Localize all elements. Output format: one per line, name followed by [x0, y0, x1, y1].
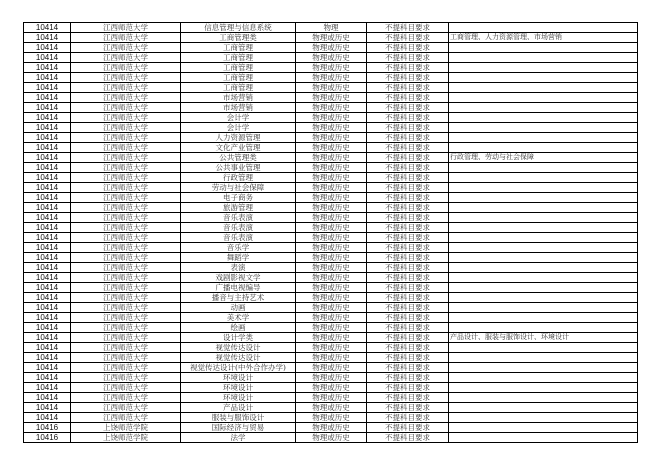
- included-majors-cell: [449, 63, 638, 73]
- included-majors-cell: [449, 313, 638, 323]
- table-row: [24, 243, 638, 253]
- school-code-cell: 10414: [24, 183, 71, 193]
- primary-subject-cell: 物理或历史: [296, 383, 367, 393]
- school-code-cell: 10414: [24, 193, 71, 203]
- primary-subject-cell: 物理或历史: [296, 43, 367, 53]
- elective-requirement-cell: 不提科目要求: [367, 373, 449, 383]
- school-code-cell: 10414: [24, 263, 71, 273]
- elective-requirement-cell: 不提科目要求: [367, 413, 449, 423]
- table-row: [24, 313, 638, 323]
- table-row: [24, 33, 638, 43]
- school-code-cell: 10414: [24, 33, 71, 43]
- subject-requirements-table: [23, 22, 638, 443]
- table-row: [24, 73, 638, 83]
- included-majors-cell: [449, 133, 638, 143]
- elective-requirement-cell: 不提科目要求: [367, 43, 449, 53]
- school-code-cell: 10414: [24, 363, 71, 373]
- major-name-cell: 法学: [181, 433, 296, 443]
- major-name-cell: 市场营销: [181, 103, 296, 113]
- school-name-cell: 江西师范大学: [71, 303, 181, 313]
- school-name-cell: 江西师范大学: [71, 33, 181, 43]
- included-majors-cell: [449, 413, 638, 423]
- school-name-cell: 江西师范大学: [71, 373, 181, 383]
- school-name-cell: 江西师范大学: [71, 163, 181, 173]
- elective-requirement-cell: 不提科目要求: [367, 273, 449, 283]
- major-name-cell: 视觉传达设计: [181, 343, 296, 353]
- school-name-cell: 江西师范大学: [71, 193, 181, 203]
- primary-subject-cell: 物理或历史: [296, 193, 367, 203]
- school-code-cell: 10414: [24, 233, 71, 243]
- table-row: [24, 333, 638, 343]
- table-row: [24, 43, 638, 53]
- table-row: [24, 353, 638, 363]
- primary-subject-cell: 物理或历史: [296, 413, 367, 423]
- table-row: [24, 53, 638, 63]
- school-code-cell: 10414: [24, 283, 71, 293]
- included-majors-cell: [449, 433, 638, 443]
- table-row: [24, 183, 638, 193]
- table-row: [24, 23, 638, 33]
- included-majors-cell: [449, 223, 638, 233]
- included-majors-cell: [449, 353, 638, 363]
- included-majors-cell: [449, 403, 638, 413]
- primary-subject-cell: 物理或历史: [296, 343, 367, 353]
- school-code-cell: 10414: [24, 373, 71, 383]
- primary-subject-cell: 物理或历史: [296, 213, 367, 223]
- school-code-cell: 10414: [24, 153, 71, 163]
- school-name-cell: 上饶师范学院: [71, 433, 181, 443]
- elective-requirement-cell: 不提科目要求: [367, 303, 449, 313]
- elective-requirement-cell: 不提科目要求: [367, 163, 449, 173]
- school-name-cell: 江西师范大学: [71, 393, 181, 403]
- included-majors-cell: [449, 43, 638, 53]
- major-name-cell: 绘画: [181, 323, 296, 333]
- table-row: [24, 283, 638, 293]
- included-majors-cell: [449, 343, 638, 353]
- elective-requirement-cell: 不提科目要求: [367, 133, 449, 143]
- elective-requirement-cell: 不提科目要求: [367, 323, 449, 333]
- elective-requirement-cell: 不提科目要求: [367, 23, 449, 33]
- included-majors-cell: [449, 263, 638, 273]
- school-name-cell: 江西师范大学: [71, 383, 181, 393]
- included-majors-cell: [449, 93, 638, 103]
- included-majors-cell: [449, 163, 638, 173]
- school-code-cell: 10414: [24, 163, 71, 173]
- school-code-cell: 10414: [24, 333, 71, 343]
- elective-requirement-cell: 不提科目要求: [367, 183, 449, 193]
- school-name-cell: 江西师范大学: [71, 173, 181, 183]
- school-code-cell: 10414: [24, 273, 71, 283]
- elective-requirement-cell: 不提科目要求: [367, 433, 449, 443]
- included-majors-cell: [449, 73, 638, 83]
- major-name-cell: 产品设计: [181, 403, 296, 413]
- school-code-cell: 10414: [24, 113, 71, 123]
- major-name-cell: 旅游管理: [181, 203, 296, 213]
- primary-subject-cell: 物理或历史: [296, 183, 367, 193]
- included-majors-cell: [449, 273, 638, 283]
- school-name-cell: 江西师范大学: [71, 343, 181, 353]
- table-row: [24, 273, 638, 283]
- school-code-cell: 10416: [24, 423, 71, 433]
- included-majors-cell: [449, 23, 638, 33]
- included-majors-cell: [449, 103, 638, 113]
- major-name-cell: 音乐学: [181, 243, 296, 253]
- elective-requirement-cell: 不提科目要求: [367, 403, 449, 413]
- table-row: [24, 213, 638, 223]
- elective-requirement-cell: 不提科目要求: [367, 313, 449, 323]
- school-code-cell: 10414: [24, 323, 71, 333]
- school-code-cell: 10414: [24, 293, 71, 303]
- major-name-cell: 戏剧影视文学: [181, 273, 296, 283]
- major-name-cell: 服装与服饰设计: [181, 413, 296, 423]
- school-name-cell: 江西师范大学: [71, 63, 181, 73]
- primary-subject-cell: 物理或历史: [296, 353, 367, 363]
- included-majors-cell: [449, 293, 638, 303]
- elective-requirement-cell: 不提科目要求: [367, 223, 449, 233]
- school-code-cell: 10414: [24, 123, 71, 133]
- school-code-cell: 10414: [24, 133, 71, 143]
- included-majors-cell: [449, 303, 638, 313]
- school-name-cell: 江西师范大学: [71, 273, 181, 283]
- elective-requirement-cell: 不提科目要求: [367, 153, 449, 163]
- school-name-cell: 上饶师范学院: [71, 423, 181, 433]
- school-name-cell: 江西师范大学: [71, 123, 181, 133]
- elective-requirement-cell: 不提科目要求: [367, 393, 449, 403]
- major-name-cell: 工商管理: [181, 53, 296, 63]
- primary-subject-cell: 物理或历史: [296, 253, 367, 263]
- major-name-cell: 信息管理与信息系统: [181, 23, 296, 33]
- table-row: [24, 393, 638, 403]
- school-code-cell: 10414: [24, 223, 71, 233]
- major-name-cell: 劳动与社会保障: [181, 183, 296, 193]
- elective-requirement-cell: 不提科目要求: [367, 363, 449, 373]
- school-name-cell: 江西师范大学: [71, 353, 181, 363]
- included-majors-cell: [449, 253, 638, 263]
- major-name-cell: 行政管理: [181, 173, 296, 183]
- major-name-cell: 音乐表演: [181, 233, 296, 243]
- elective-requirement-cell: 不提科目要求: [367, 243, 449, 253]
- major-name-cell: 视觉传达设计(中外合作办学): [181, 363, 296, 373]
- school-name-cell: 江西师范大学: [71, 143, 181, 153]
- table-row: [24, 173, 638, 183]
- table-row: [24, 303, 638, 313]
- major-name-cell: 市场营销: [181, 93, 296, 103]
- school-name-cell: 江西师范大学: [71, 253, 181, 263]
- elective-requirement-cell: 不提科目要求: [367, 173, 449, 183]
- primary-subject-cell: 物理或历史: [296, 63, 367, 73]
- table-row: [24, 233, 638, 243]
- included-majors-cell: [449, 83, 638, 93]
- primary-subject-cell: 物理或历史: [296, 173, 367, 183]
- school-name-cell: 江西师范大学: [71, 203, 181, 213]
- primary-subject-cell: 物理或历史: [296, 283, 367, 293]
- school-name-cell: 江西师范大学: [71, 333, 181, 343]
- major-name-cell: 工商管理: [181, 43, 296, 53]
- school-code-cell: 10414: [24, 213, 71, 223]
- included-majors-cell: [449, 113, 638, 123]
- school-name-cell: 江西师范大学: [71, 83, 181, 93]
- major-name-cell: 表演: [181, 263, 296, 273]
- school-code-cell: 10414: [24, 63, 71, 73]
- included-majors-cell: [449, 203, 638, 213]
- major-name-cell: 播音与主持艺术: [181, 293, 296, 303]
- primary-subject-cell: 物理或历史: [296, 423, 367, 433]
- primary-subject-cell: 物理或历史: [296, 83, 367, 93]
- school-name-cell: 江西师范大学: [71, 153, 181, 163]
- major-name-cell: 会计学: [181, 113, 296, 123]
- table-row: [24, 103, 638, 113]
- school-code-cell: 10414: [24, 53, 71, 63]
- school-code-cell: 10414: [24, 143, 71, 153]
- table-row: [24, 403, 638, 413]
- included-majors-cell: [449, 423, 638, 433]
- table-row: [24, 253, 638, 263]
- spreadsheet-table-container: [23, 22, 638, 443]
- elective-requirement-cell: 不提科目要求: [367, 353, 449, 363]
- table-row: [24, 343, 638, 353]
- elective-requirement-cell: 不提科目要求: [367, 123, 449, 133]
- elective-requirement-cell: 不提科目要求: [367, 253, 449, 263]
- school-code-cell: 10414: [24, 173, 71, 183]
- major-name-cell: 公共事业管理: [181, 163, 296, 173]
- table-row: [24, 413, 638, 423]
- major-name-cell: 工商管理类: [181, 33, 296, 43]
- table-row: [24, 383, 638, 393]
- elective-requirement-cell: 不提科目要求: [367, 283, 449, 293]
- primary-subject-cell: 物理或历史: [296, 233, 367, 243]
- school-code-cell: 10414: [24, 103, 71, 113]
- elective-requirement-cell: 不提科目要求: [367, 63, 449, 73]
- elective-requirement-cell: 不提科目要求: [367, 113, 449, 123]
- school-name-cell: 江西师范大学: [71, 223, 181, 233]
- elective-requirement-cell: 不提科目要求: [367, 203, 449, 213]
- included-majors-cell: [449, 123, 638, 133]
- major-name-cell: 环境设计: [181, 373, 296, 383]
- elective-requirement-cell: 不提科目要求: [367, 343, 449, 353]
- included-majors-cell: 行政管理、劳动与社会保障: [449, 153, 638, 163]
- school-code-cell: 10416: [24, 433, 71, 443]
- major-name-cell: 环境设计: [181, 393, 296, 403]
- school-code-cell: 10414: [24, 23, 71, 33]
- primary-subject-cell: 物理或历史: [296, 163, 367, 173]
- primary-subject-cell: 物理: [296, 23, 367, 33]
- included-majors-cell: [449, 393, 638, 403]
- school-name-cell: 江西师范大学: [71, 293, 181, 303]
- table-row: [24, 423, 638, 433]
- school-name-cell: 江西师范大学: [71, 183, 181, 193]
- table-row: [24, 263, 638, 273]
- school-name-cell: 江西师范大学: [71, 313, 181, 323]
- school-code-cell: 10414: [24, 203, 71, 213]
- elective-requirement-cell: 不提科目要求: [367, 293, 449, 303]
- table-row: [24, 153, 638, 163]
- school-name-cell: 江西师范大学: [71, 263, 181, 273]
- school-code-cell: 10414: [24, 83, 71, 93]
- primary-subject-cell: 物理或历史: [296, 333, 367, 343]
- primary-subject-cell: 物理或历史: [296, 153, 367, 163]
- school-code-cell: 10414: [24, 393, 71, 403]
- included-majors-cell: [449, 283, 638, 293]
- school-code-cell: 10414: [24, 93, 71, 103]
- table-row: [24, 63, 638, 73]
- elective-requirement-cell: 不提科目要求: [367, 383, 449, 393]
- major-name-cell: 文化产业管理: [181, 143, 296, 153]
- school-name-cell: 江西师范大学: [71, 133, 181, 143]
- major-name-cell: 广播电视编导: [181, 283, 296, 293]
- primary-subject-cell: 物理或历史: [296, 243, 367, 253]
- primary-subject-cell: 物理或历史: [296, 293, 367, 303]
- primary-subject-cell: 物理或历史: [296, 363, 367, 373]
- elective-requirement-cell: 不提科目要求: [367, 33, 449, 43]
- included-majors-cell: [449, 143, 638, 153]
- primary-subject-cell: 物理或历史: [296, 113, 367, 123]
- primary-subject-cell: 物理或历史: [296, 403, 367, 413]
- table-row: [24, 373, 638, 383]
- table-row: [24, 223, 638, 233]
- table-row: [24, 113, 638, 123]
- major-name-cell: 工商管理: [181, 83, 296, 93]
- included-majors-cell: [449, 183, 638, 193]
- major-name-cell: 美术学: [181, 313, 296, 323]
- primary-subject-cell: 物理或历史: [296, 33, 367, 43]
- school-name-cell: 江西师范大学: [71, 283, 181, 293]
- school-code-cell: 10414: [24, 43, 71, 53]
- table-row: [24, 93, 638, 103]
- table-row: [24, 133, 638, 143]
- elective-requirement-cell: 不提科目要求: [367, 83, 449, 93]
- included-majors-cell: [449, 383, 638, 393]
- major-name-cell: 工商管理: [181, 63, 296, 73]
- primary-subject-cell: 物理或历史: [296, 263, 367, 273]
- school-name-cell: 江西师范大学: [71, 53, 181, 63]
- elective-requirement-cell: 不提科目要求: [367, 263, 449, 273]
- primary-subject-cell: 物理或历史: [296, 313, 367, 323]
- school-name-cell: 江西师范大学: [71, 363, 181, 373]
- primary-subject-cell: 物理或历史: [296, 323, 367, 333]
- major-name-cell: 音乐表演: [181, 223, 296, 233]
- included-majors-cell: [449, 363, 638, 373]
- included-majors-cell: 产品设计、服装与服饰设计、环境设计: [449, 333, 638, 343]
- primary-subject-cell: 物理或历史: [296, 123, 367, 133]
- elective-requirement-cell: 不提科目要求: [367, 73, 449, 83]
- school-name-cell: 江西师范大学: [71, 403, 181, 413]
- elective-requirement-cell: 不提科目要求: [367, 213, 449, 223]
- table-row: [24, 203, 638, 213]
- elective-requirement-cell: 不提科目要求: [367, 423, 449, 433]
- elective-requirement-cell: 不提科目要求: [367, 143, 449, 153]
- elective-requirement-cell: 不提科目要求: [367, 103, 449, 113]
- school-code-cell: 10414: [24, 253, 71, 263]
- primary-subject-cell: 物理或历史: [296, 73, 367, 83]
- major-name-cell: 动画: [181, 303, 296, 313]
- school-name-cell: 江西师范大学: [71, 243, 181, 253]
- school-code-cell: 10414: [24, 313, 71, 323]
- school-code-cell: 10414: [24, 353, 71, 363]
- primary-subject-cell: 物理或历史: [296, 133, 367, 143]
- included-majors-cell: [449, 173, 638, 183]
- school-code-cell: 10414: [24, 383, 71, 393]
- school-name-cell: 江西师范大学: [71, 73, 181, 83]
- school-name-cell: 江西师范大学: [71, 323, 181, 333]
- elective-requirement-cell: 不提科目要求: [367, 93, 449, 103]
- table-row: [24, 163, 638, 173]
- primary-subject-cell: 物理或历史: [296, 433, 367, 443]
- primary-subject-cell: 物理或历史: [296, 103, 367, 113]
- school-code-cell: 10414: [24, 73, 71, 83]
- school-name-cell: 江西师范大学: [71, 23, 181, 33]
- major-name-cell: 公共管理类: [181, 153, 296, 163]
- table-row: [24, 143, 638, 153]
- included-majors-cell: [449, 373, 638, 383]
- primary-subject-cell: 物理或历史: [296, 143, 367, 153]
- major-name-cell: 舞蹈学: [181, 253, 296, 263]
- school-name-cell: 江西师范大学: [71, 233, 181, 243]
- primary-subject-cell: 物理或历史: [296, 303, 367, 313]
- major-name-cell: 视觉传达设计: [181, 353, 296, 363]
- table-row: [24, 193, 638, 203]
- primary-subject-cell: 物理或历史: [296, 223, 367, 233]
- school-name-cell: 江西师范大学: [71, 113, 181, 123]
- school-code-cell: 10414: [24, 413, 71, 423]
- major-name-cell: 会计学: [181, 123, 296, 133]
- primary-subject-cell: 物理或历史: [296, 53, 367, 63]
- table-row: [24, 83, 638, 93]
- table-row: [24, 123, 638, 133]
- included-majors-cell: [449, 53, 638, 63]
- elective-requirement-cell: 不提科目要求: [367, 333, 449, 343]
- included-majors-cell: [449, 193, 638, 203]
- school-code-cell: 10414: [24, 243, 71, 253]
- primary-subject-cell: 物理或历史: [296, 273, 367, 283]
- primary-subject-cell: 物理或历史: [296, 203, 367, 213]
- table-row: [24, 363, 638, 373]
- included-majors-cell: [449, 323, 638, 333]
- included-majors-cell: [449, 233, 638, 243]
- school-code-cell: 10414: [24, 403, 71, 413]
- school-name-cell: 江西师范大学: [71, 413, 181, 423]
- school-name-cell: 江西师范大学: [71, 93, 181, 103]
- school-code-cell: 10414: [24, 343, 71, 353]
- major-name-cell: 电子商务: [181, 193, 296, 203]
- major-name-cell: 工商管理: [181, 73, 296, 83]
- school-code-cell: 10414: [24, 303, 71, 313]
- school-name-cell: 江西师范大学: [71, 103, 181, 113]
- included-majors-cell: 工商管理、人力资源管理、市场营销: [449, 33, 638, 43]
- school-name-cell: 江西师范大学: [71, 213, 181, 223]
- elective-requirement-cell: 不提科目要求: [367, 53, 449, 63]
- primary-subject-cell: 物理或历史: [296, 93, 367, 103]
- table-row: [24, 293, 638, 303]
- school-name-cell: 江西师范大学: [71, 43, 181, 53]
- major-name-cell: 人力资源管理: [181, 133, 296, 143]
- primary-subject-cell: 物理或历史: [296, 373, 367, 383]
- major-name-cell: 国际经济与贸易: [181, 423, 296, 433]
- elective-requirement-cell: 不提科目要求: [367, 193, 449, 203]
- included-majors-cell: [449, 213, 638, 223]
- major-name-cell: 设计学类: [181, 333, 296, 343]
- primary-subject-cell: 物理或历史: [296, 393, 367, 403]
- major-name-cell: 音乐表演: [181, 213, 296, 223]
- included-majors-cell: [449, 243, 638, 253]
- major-name-cell: 环境设计: [181, 383, 296, 393]
- table-row: [24, 323, 638, 333]
- table-row: [24, 433, 638, 443]
- elective-requirement-cell: 不提科目要求: [367, 233, 449, 243]
